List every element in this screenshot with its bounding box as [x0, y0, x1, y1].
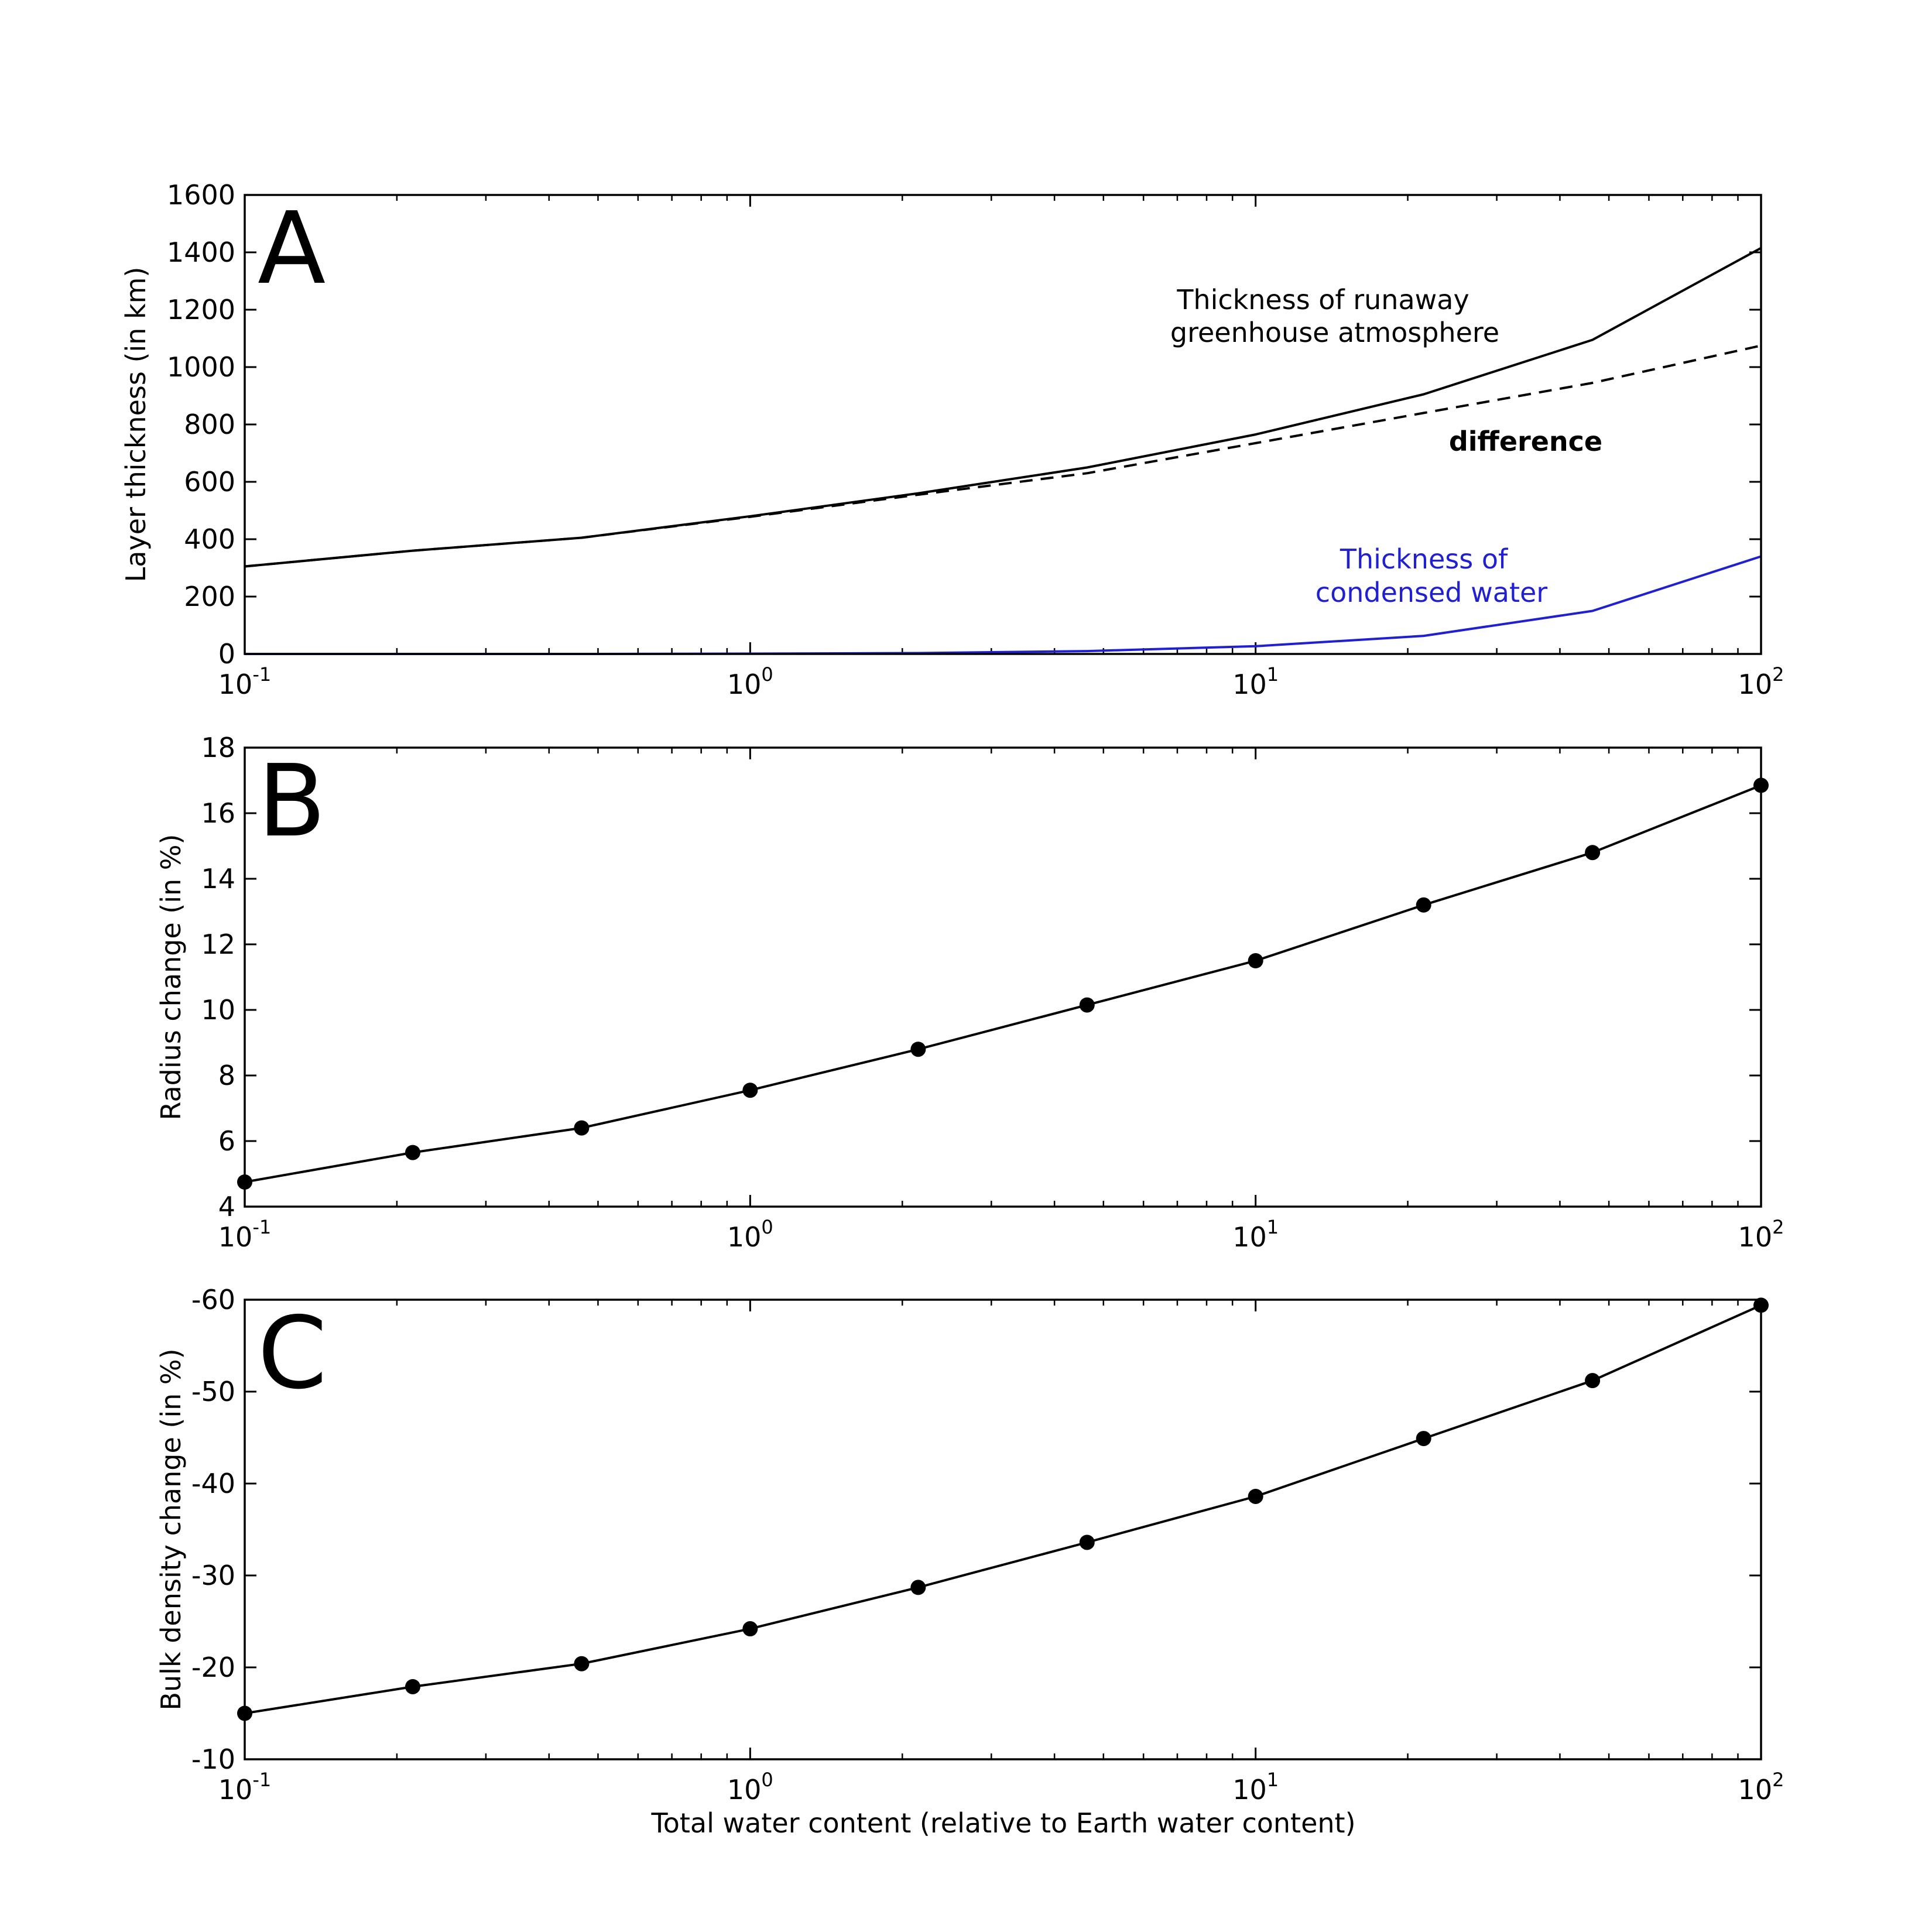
y-tick-label: -50 [191, 1376, 235, 1407]
data-point [1416, 898, 1431, 913]
data-point [1248, 953, 1263, 968]
x-tick-label: $10^{-1}$ [218, 663, 272, 700]
y-tick-label: 1000 [166, 351, 235, 383]
panel-letter-b: B [258, 744, 326, 859]
annotation-atmosphere-line2: greenhouse atmosphere [1170, 317, 1500, 348]
y-tick-label: 200 [184, 581, 235, 612]
x-tick-label: $10^0$ [727, 1216, 773, 1253]
y-tick-label: 1200 [166, 294, 235, 326]
y-tick-label: -30 [191, 1560, 235, 1591]
data-point [910, 1042, 926, 1057]
data-point [1416, 1431, 1431, 1446]
y-axis-label: Layer thickness (in km) [120, 266, 152, 583]
data-point [910, 1580, 926, 1595]
annotation-difference: difference [1448, 426, 1603, 457]
y-tick-label: 800 [184, 409, 235, 440]
x-tick-label: $10^0$ [727, 1769, 773, 1806]
y-tick-label: -40 [191, 1468, 235, 1499]
x-axis-label: Total water content (relative to Earth water content) [651, 1807, 1356, 1839]
data-point [1585, 845, 1600, 860]
y-tick-label: 8 [218, 1060, 235, 1091]
x-tick-label: $10^2$ [1738, 663, 1784, 700]
annotation-atmosphere-line1: Thickness of runaway [1177, 284, 1469, 316]
y-tick-label: 600 [184, 466, 235, 498]
x-tick-label: $10^2$ [1738, 1216, 1784, 1253]
x-tick-label: $10^1$ [1232, 1769, 1279, 1806]
y-tick-label: 10 [201, 994, 235, 1026]
y-tick-label: 0 [218, 638, 235, 670]
y-tick-label: 14 [201, 863, 235, 895]
y-axis-label: Radius change (in %) [155, 834, 187, 1121]
data-point [405, 1145, 420, 1160]
y-tick-label: 1600 [166, 179, 235, 211]
x-tick-label: $10^{-1}$ [218, 1216, 272, 1253]
data-point [1248, 1489, 1263, 1504]
y-tick-label: 12 [201, 929, 235, 960]
data-point [742, 1621, 758, 1636]
annotation-water-line1: Thickness of [1340, 543, 1508, 575]
y-tick-label: -60 [191, 1284, 235, 1316]
data-point [1080, 1534, 1095, 1550]
annotation-water-line2: condensed water [1315, 577, 1548, 608]
panel-letter-a: A [258, 191, 326, 307]
panel-letter-c: C [258, 1296, 327, 1412]
y-tick-label: 18 [201, 732, 235, 763]
y-tick-label: -10 [191, 1743, 235, 1775]
data-point [1585, 1373, 1600, 1388]
y-tick-label: 400 [184, 523, 235, 555]
x-tick-label: $10^2$ [1738, 1769, 1784, 1806]
data-point [742, 1083, 758, 1098]
data-point [574, 1656, 589, 1671]
x-tick-label: $10^0$ [727, 663, 773, 700]
y-tick-label: -20 [191, 1652, 235, 1683]
y-tick-label: 4 [218, 1191, 235, 1222]
data-point [405, 1679, 420, 1694]
y-axis-label: Bulk density change (in %) [155, 1348, 187, 1711]
y-tick-label: 6 [218, 1125, 235, 1157]
x-tick-label: $10^1$ [1232, 1216, 1279, 1253]
x-tick-label: $10^1$ [1232, 663, 1279, 700]
data-point [1080, 998, 1095, 1013]
x-tick-label: $10^{-1}$ [218, 1769, 272, 1806]
data-point [574, 1121, 589, 1136]
y-tick-label: 16 [201, 797, 235, 829]
y-tick-label: 1400 [166, 237, 235, 268]
